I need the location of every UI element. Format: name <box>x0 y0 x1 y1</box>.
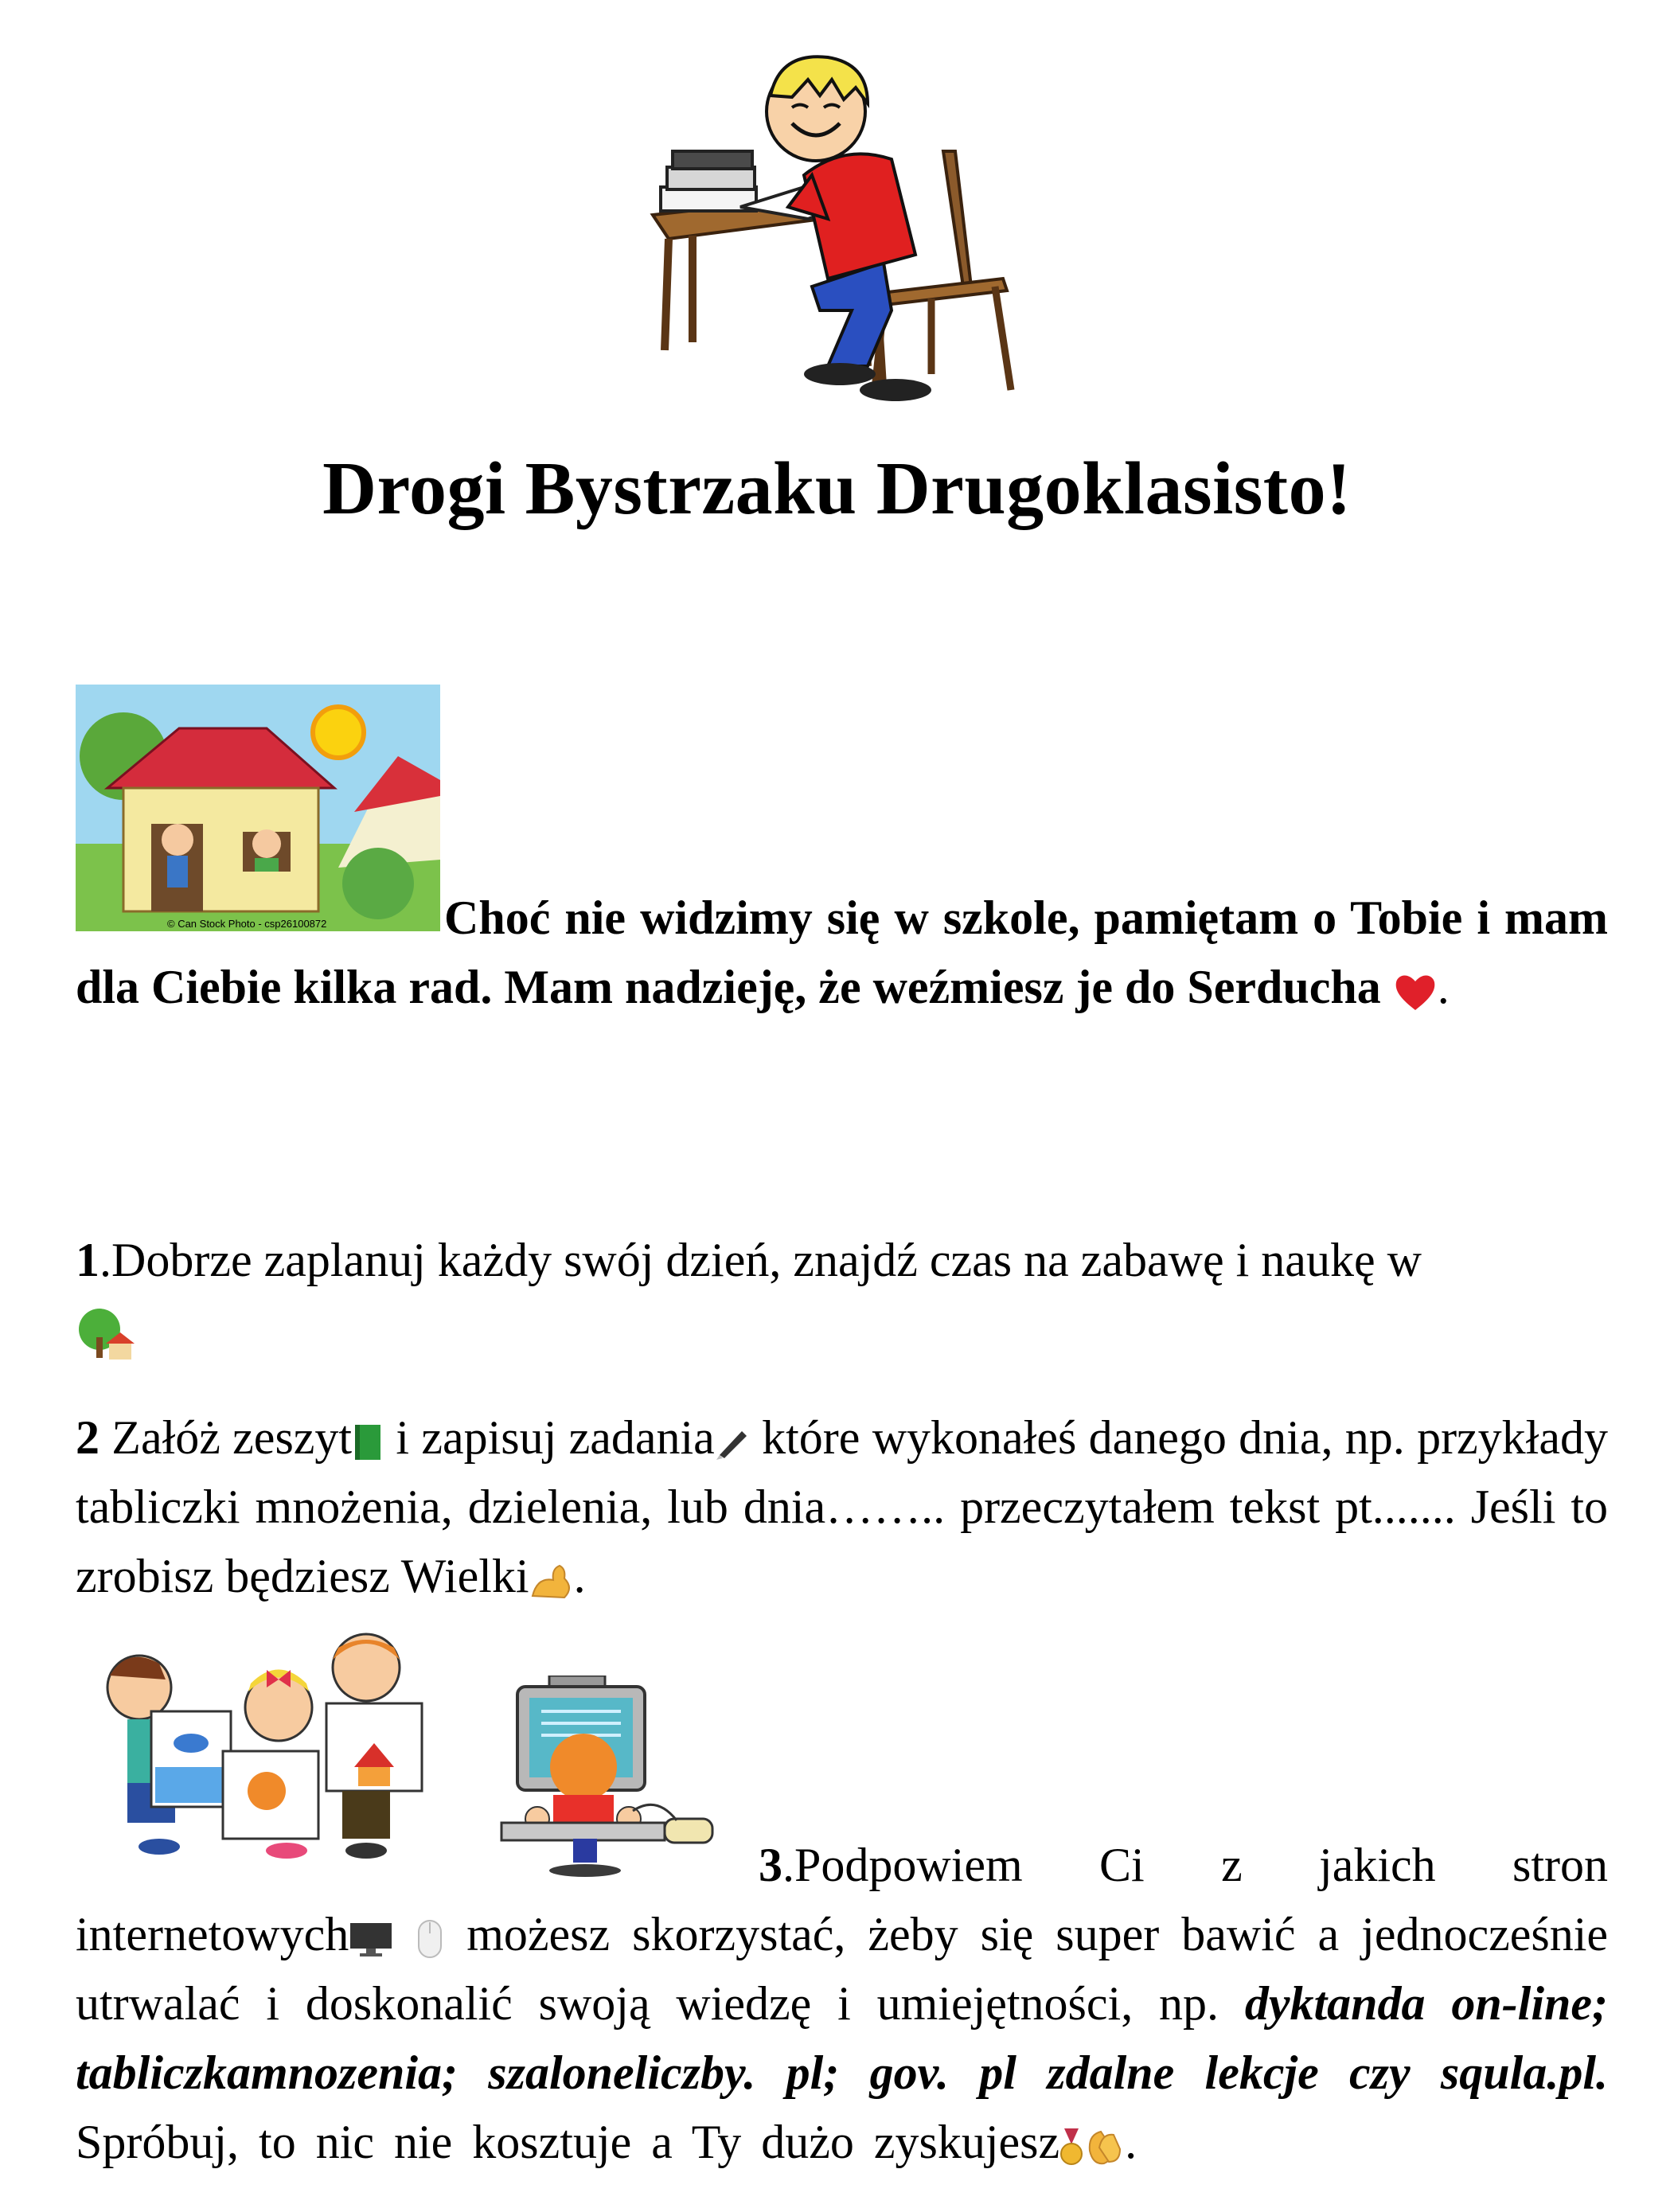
intro-text: Choć nie widzimy się w szkole, pamiętam o Tobie i mam dla Ciebie kilka rad. Mam nadzieję, że weźmiesz je do Serducha <box>76 891 1608 1013</box>
children-with-drawings-illustration <box>96 1632 446 1863</box>
tip-3-text-b: możesz skorzystać, żeby się super bawić a jednocześnie utrwalać i doskonalić swoją wiedzę i umiejętności, np. <box>76 1908 1609 2030</box>
monitor-icon <box>349 1921 393 1956</box>
intro-end: . <box>1437 961 1450 1013</box>
tip-2-paragraph <box>76 1403 1608 1611</box>
tip-3-text-a: .Podpowiem Ci z jakich stron internetowych <box>76 1839 1608 1960</box>
intro-paragraph <box>76 884 1608 1022</box>
mouse-icon <box>416 1919 444 1959</box>
tip-1-text: .Dobrze zaplanuj każdy swój dzień, znajdź czas na zabawę i naukę w <box>100 1234 1422 1286</box>
heart-icon <box>1393 972 1438 1012</box>
tip-3-paragraph <box>76 1831 1608 2177</box>
clapping-hands-icon <box>1083 2127 1125 2167</box>
boy-at-desk-illustration <box>629 48 1075 406</box>
page-title: Drogi Bystrzaku Drugoklasisto! <box>322 447 1352 530</box>
notebook-icon <box>352 1423 384 1461</box>
tip-3-end: . <box>1125 2116 1137 2168</box>
muscle-icon <box>529 1561 574 1601</box>
tip-1-paragraph <box>76 1226 1608 1364</box>
tip-3-websites: dyktanda on-line; tabliczkamnozenia; szaloneliczby. pl; gov. pl zdalne lekcje czy squla.pl. <box>76 1977 1608 2099</box>
medal-icon <box>1059 2127 1083 2167</box>
tip-2-text-a: Załóż zeszyt <box>100 1411 353 1464</box>
image-caption: © Can Stock Photo - csp26100872 <box>167 918 327 930</box>
tip-2-text-b: i zapisuj zadania <box>384 1411 715 1464</box>
tip-3-text-c: Spróbuj, to nic nie kosztuje a Ty dużo zyskujesz <box>76 2116 1060 2168</box>
tip-3-number: 3 <box>759 1839 782 1891</box>
tip-2-end: . <box>573 1550 586 1602</box>
tree-house-icon <box>76 1305 136 1363</box>
tip-2-number: 2 <box>76 1411 100 1464</box>
tip-2-text-c: które wykonałeś danego dnia, np. przykłady tabliczki mnożenia, dzielenia, lub dnia…….. przeczytałem tekst pt....... Jeśli to zrobisz będziesz Wielki <box>76 1411 1608 1602</box>
pen-icon <box>715 1425 750 1460</box>
tip-1-number: 1 <box>76 1234 100 1286</box>
